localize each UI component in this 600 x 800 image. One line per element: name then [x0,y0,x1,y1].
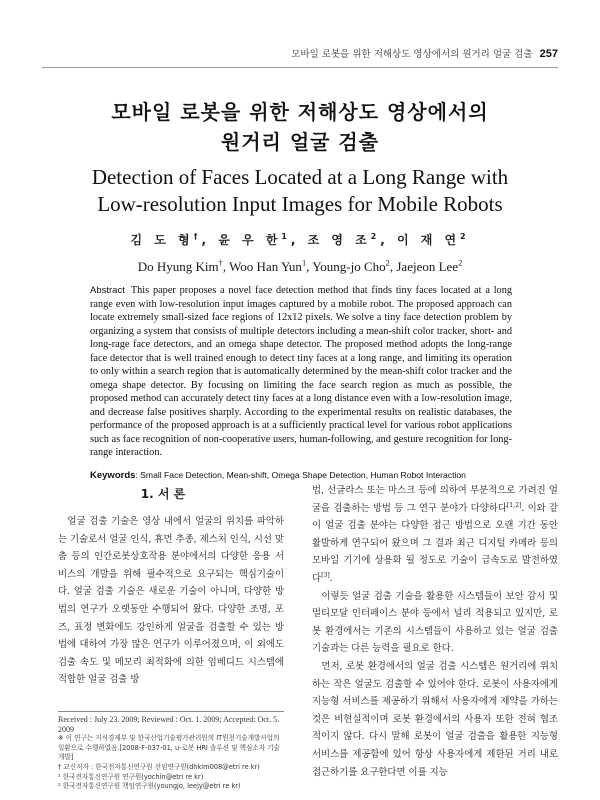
english-title-line-2: Low-resolution Input Images for Mobile Robots [97,192,503,216]
korean-author-list: 김 도 형†, 윤 우 한$^1$, 조 영 조$^2$, 이 재 연$^2$ [130,232,470,247]
keywords-text: : Small Face Detection, Mean-shift, Omega Shape Detection, Human Robot Interaction [135,470,466,480]
author-mark: 2 [385,257,390,268]
paragraph-text: . 이와 같이 얼굴 검출 분야는 다양한 접근 방법으로 오랜 기간 동안 활발하게 연구되어 왔으며 그 결과 최근 디지털 카메라 등의 모바일 기기에 상용화 될 정도로 기술이 급속도로 발전하였다 [312,502,559,584]
author-korean: 윤 우 한 [218,233,282,247]
author-english: Do Hyung Kim [137,259,219,274]
author-mark: † [193,232,202,241]
author-mark: 2 [458,257,463,268]
author-korean: 김 도 형 [130,233,194,247]
citation: [3] [321,571,330,579]
author-english: Woo Han Yun [229,259,302,274]
footnote-corresponding-author: † 교신저자 : 한국전자통신연구원 선임연구원(dhkim008@etri re kr) [58,762,260,771]
body-paragraph: 먼저, 로봇 환경에서의 얼굴 검출 시스템은 원거리에 위치하는 작은 얼굴도 검출할 수 있어야 한다. 로봇이 사용자에게 지능형 서비스를 제공하기 위해서 사용자에게 제약을 가하는 것은 비현실적이며 로봇 환경에서의 사용자 또한 전혀 협조적이지 않다. 다시 말해 로봇이 얼굴 검출을 활용한 지능형 서비스를 제공함에 있어 항상 사용자에게 제한된 거리 내로 접근하기를 요구한다면 이를 지능 [312,660,558,778]
paragraph-text: 법, 선글라스 또는 마스크 등에 의하여 부분적으로 가려진 얼굴을 검출하는 방법 등 그 연구 분야가 다양하다 [312,485,558,514]
citation: [1,2] [506,501,522,509]
author-korean: 조 영 조 [307,233,371,247]
author-korean: 이 재 연 [396,233,461,247]
author-mark: 1 [281,232,291,241]
left-column [58,513,284,689]
body-paragraph [312,482,558,588]
footnote-affiliation-1: ¹ 한국전자통신연구원 연구원(yochin@etri re kr) [58,772,204,781]
abstract-text: This paper proposes a novel face detection method that finds tiny faces located at a long range even with low-resolution input images captured by a mobile robot. The proposed approach can locate extremely small-sized face regions of 12x12 pixels. We solve a tiny face detection problem by organizing a system that consists of multiple detectors including a mean-shift color tracker, short- and long-rage face detectors, and an omega shape detector. The proposed method adopts the long-range face detector that is well trained enough to detect tiny faces at a long range, and limiting its operation to only within a search region that is automatically determined by the mean-shift color tracker and the omega shape detector. By focusing on limiting the face search region as much as possible, the proposed method can accurately detect tiny faces at a long distance even with a low-resolution image, and decrease false positives sharply. According to the experimental results on realistic databases, the performance of the proposed approach is at a sufficiently practical level for various robot applications such as face recognition of non-cooperative users, human-following, and gesture recognition for long-range interaction. [90,285,512,458]
author-mark: 2 [370,232,381,241]
body-paragraph: 이렇듯 얼굴 검출 기술을 활용한 시스템들이 보안 감시 및 멀티모달 인터페이스 분야 등에서 널리 적용되고 있지만, 로봇 환경에서는 기존의 시스템들이 사용하고 있는 얼굴 검출 기술과는 다른 능력을 필요로 한다. [312,590,558,655]
keywords-label: Keywords [90,470,136,481]
keywords [90,470,520,481]
english-author-list: Do Hyung Kim†, Woo Han Yun$^1$, Young-jo Cho$^2$, Jaejeon Lee$^2$ [137,257,463,274]
footnote-affiliation-2: ² 한국전자통신연구원 책임연구원(youngjo, leejy@etri re kr) [58,782,241,791]
author-mark: 2 [460,232,470,241]
footnote-funding: ※ 이 연구는 지식경제부 및 한국산업기술평가관리원의 IT원천기술개발사업의 일환으로 수행하였음.[2008-F-037-01, u-로봇 HRI 솔루션 및 핵심소자 기술개발] [58,734,280,762]
running-header [291,46,558,60]
author-mark: 1 [301,257,307,268]
author-mark: † [218,257,223,268]
author-english: Jaejeon Lee [396,259,459,274]
korean-title-line-2: 원거리 얼굴 검출 [220,130,380,154]
running-header-title: 모바일 로봇을 위한 저해상도 영상에서의 원거리 얼굴 검출 [291,49,533,60]
page-number: 257 [539,48,558,60]
body-paragraph: 얼굴 검출 기술은 영상 내에서 얼굴의 위치를 파악하는 기술로서 얼굴 인식, 휴먼 추종, 제스처 인식, 시선 맞춤 등의 인간로봇상호작용 분야에서의 다양한 응용 서비스의 개발을 위해 필수적으로 요구되는 핵심기술이다. 얼굴 검출 기술은 새로운 기술이 아니며, 다양한 방법의 연구가 오랫동안 수행되어 왔다. 다양한 조명, 포즈, 표정 변화에도 강인하게 얼굴을 검출할 수 있는 방법에 대하여 가장 많은 연구가 이루어졌으며, 이 외에도 검출 속도 및 메모리 최적화에 의한 임베디드 시스템에 적합한 얼굴 검출 방 [58,516,284,686]
paragraph-text: . [329,572,333,584]
abstract-label: Abstract [90,285,125,296]
footnotes [58,715,284,792]
header-rule [42,67,558,68]
right-column [312,482,558,781]
author-english: Young-jo Cho [312,259,386,274]
received-dates: Received : July 23. 2009; Reviewed : Oct. 1. 2009; Accepted: Oct. 5. 2009 [58,715,280,734]
english-title-line-1: Detection of Faces Located at a Long Range with [91,165,509,189]
abstract [90,284,512,460]
section-heading: 1. 서 론 [140,487,186,501]
footnote-rule [58,711,284,712]
korean-title-line-1: 모바일 로봇을 위한 저해상도 영상에서의 [111,100,489,124]
